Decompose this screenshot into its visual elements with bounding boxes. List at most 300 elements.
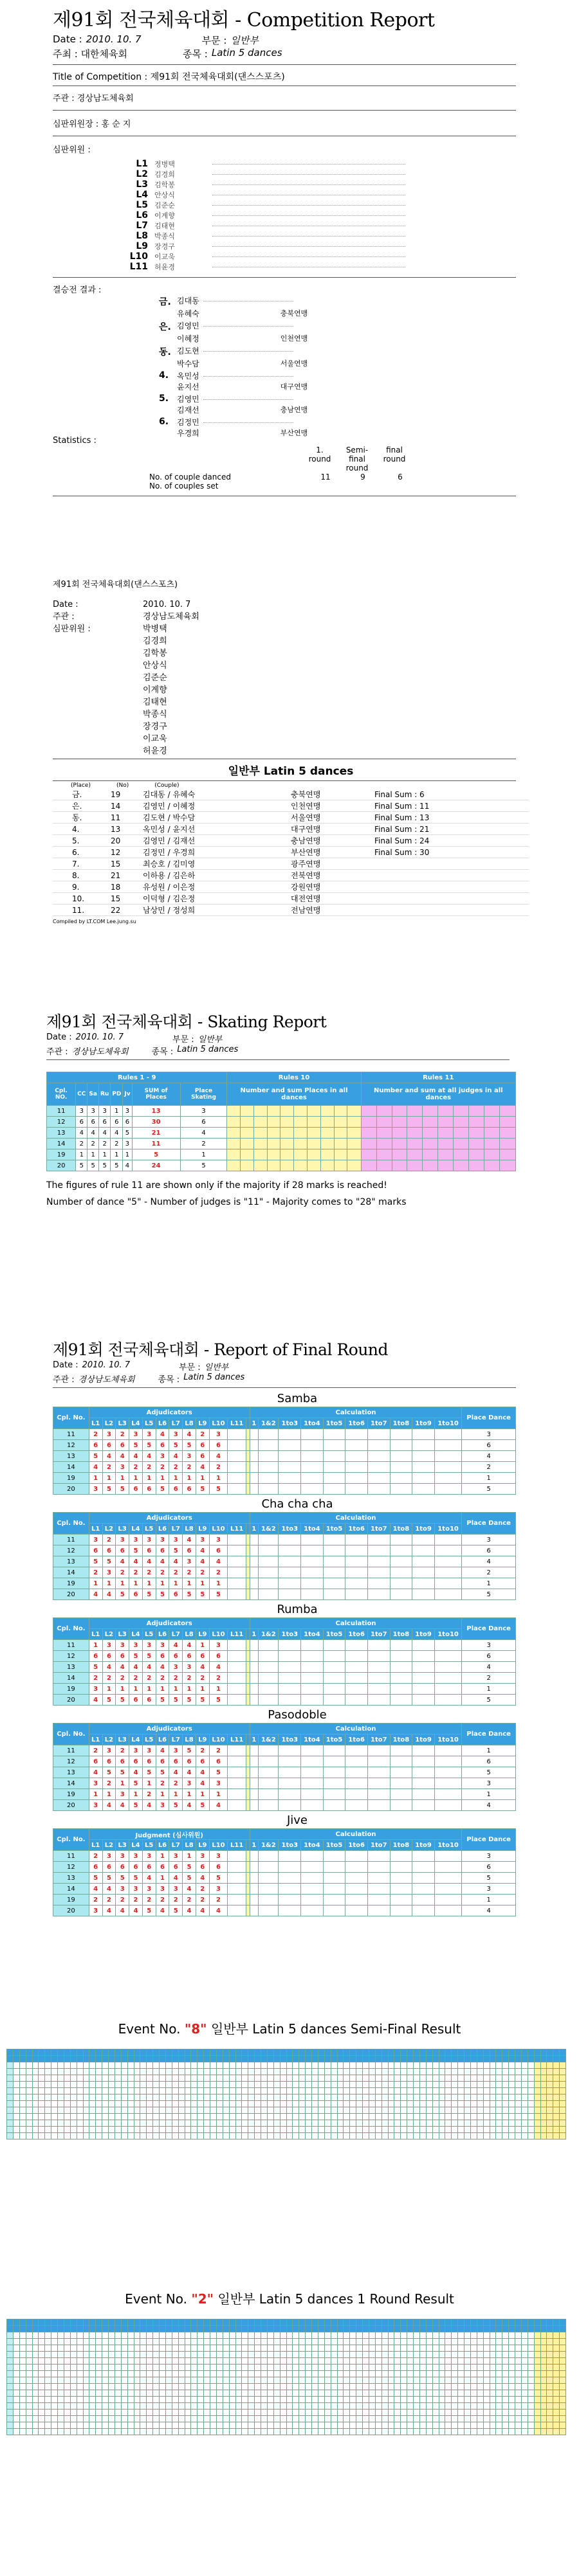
grid-cell <box>7 2319 14 2326</box>
grid-cell <box>375 2364 381 2371</box>
grid-cell <box>165 2358 172 2364</box>
judge-mark: 3 <box>169 1662 183 1673</box>
grid-cell <box>477 2345 483 2352</box>
grid-cell <box>261 2352 268 2358</box>
judge-mark <box>228 1535 246 1545</box>
grid-cell <box>77 2133 83 2139</box>
judge-name: 정병택 <box>154 160 175 168</box>
grid-cell <box>381 2062 388 2069</box>
grid-cell <box>13 2390 19 2397</box>
grid-cell <box>369 2377 375 2384</box>
grid-cell <box>293 2352 299 2358</box>
grid-cell <box>261 2082 268 2088</box>
grid-cell <box>248 2339 255 2345</box>
grid-cell <box>70 2107 77 2114</box>
adjudicator-col: L6 <box>156 1524 169 1535</box>
grid-cell <box>280 2416 286 2422</box>
grid-cell <box>560 2107 566 2114</box>
grid-cell <box>229 2403 235 2409</box>
grid-cell <box>248 2056 255 2062</box>
calc-cell <box>250 1905 259 1916</box>
rule-11-cell <box>361 1117 376 1128</box>
grid-cell <box>178 2062 185 2069</box>
judge-mark <box>228 1484 246 1495</box>
grid-cell <box>261 2358 268 2364</box>
grid-cell <box>210 2062 217 2069</box>
grid-cell <box>344 2364 350 2371</box>
judge-mark: 2 <box>183 1462 196 1473</box>
summary-region: 부산연맹 <box>291 848 321 857</box>
grid-cell <box>547 2403 553 2409</box>
grid-cell <box>439 2384 445 2390</box>
dance-place: 6 <box>462 1862 516 1873</box>
grid-cell <box>147 2371 153 2377</box>
grid-cell <box>483 2114 490 2120</box>
grid-cell <box>534 2384 540 2390</box>
grid-cell <box>356 2049 363 2056</box>
judge-mark: 6 <box>156 1651 169 1662</box>
judge-mark: 6 <box>169 1589 183 1600</box>
grid-cell <box>172 2319 178 2326</box>
grid-cell <box>115 2082 121 2088</box>
rule-11-cell <box>361 1106 376 1117</box>
grid-cell <box>363 2127 369 2133</box>
grid-cell <box>185 2339 191 2345</box>
grid-cell <box>401 2371 407 2377</box>
rule-11-cell <box>423 1160 438 1171</box>
grid-cell <box>153 2409 160 2416</box>
grid-cell <box>375 2127 381 2133</box>
grid-cell <box>83 2319 89 2326</box>
grid-cell <box>172 2075 178 2082</box>
grid-cell <box>445 2319 452 2326</box>
judge-row <box>117 262 529 272</box>
calc-cell <box>301 1789 324 1800</box>
grid-cell <box>388 2352 394 2358</box>
judge-mark: 1 <box>116 1578 129 1589</box>
grid-cell <box>45 2133 51 2139</box>
grid-cell <box>96 2056 102 2062</box>
grid-cell <box>261 2371 268 2377</box>
dance-row <box>53 1767 516 1778</box>
grid-cell <box>26 2352 32 2358</box>
grid-cell <box>147 2069 153 2075</box>
judge-mark: 1 <box>102 1789 116 1800</box>
grid-cell <box>134 2352 140 2358</box>
grid-cell <box>165 2332 172 2339</box>
grid-cell <box>375 2429 381 2435</box>
judge-mark: 4 <box>129 1767 143 1778</box>
grid-cell <box>26 2088 32 2094</box>
grid-cell <box>350 2371 356 2377</box>
summary-couple: 이덕형 / 김은정 <box>143 894 196 903</box>
grid-cell <box>134 2403 140 2409</box>
calc-cell <box>367 1440 390 1451</box>
grid-cell <box>210 2075 217 2082</box>
grid-cell <box>394 2056 401 2062</box>
grid-cell <box>375 2422 381 2429</box>
calc-cell <box>250 1473 259 1484</box>
calc-cell <box>367 1545 390 1556</box>
grid-cell <box>261 2088 268 2094</box>
grid-cell <box>369 2409 375 2416</box>
grid-cell <box>318 2326 324 2332</box>
grid-cell <box>242 2107 248 2114</box>
judge-mark: 1 <box>169 1789 183 1800</box>
couple-no: 14 <box>53 1567 89 1578</box>
grid-cell <box>255 2107 261 2114</box>
calc-cell <box>412 1440 435 1451</box>
grid-cell <box>419 2339 426 2345</box>
rule-10-cell <box>241 1139 254 1149</box>
grid-cell <box>426 2107 432 2114</box>
grid-cell <box>77 2056 83 2062</box>
grid-cell <box>452 2403 458 2409</box>
grid-cell <box>381 2133 388 2139</box>
summary-judge: 김준순 <box>143 673 167 683</box>
grid-cell <box>414 2319 420 2326</box>
grid-cell <box>147 2377 153 2384</box>
judge-mark: 4 <box>102 1800 116 1811</box>
grid-cell <box>280 2377 286 2384</box>
adjudicator-col: L7 <box>169 1418 183 1429</box>
dance-place: 4 <box>87 1128 99 1139</box>
grid-cell <box>89 2056 96 2062</box>
grid-cell <box>477 2088 483 2094</box>
grid-cell <box>293 2390 299 2397</box>
summary-report <box>53 577 529 924</box>
grid-cell <box>140 2377 147 2384</box>
grid-cell <box>356 2339 363 2345</box>
calc-cell <box>367 1473 390 1484</box>
grid-cell <box>483 2056 490 2062</box>
grid-cell <box>318 2069 324 2075</box>
grid-cell <box>458 2326 464 2332</box>
grid-cell <box>318 2345 324 2352</box>
grid-cell <box>490 2101 496 2107</box>
grid-cell <box>242 2339 248 2345</box>
grid-cell <box>547 2384 553 2390</box>
grid-cell <box>185 2120 191 2127</box>
judge-mark: 1 <box>209 1789 228 1800</box>
adjudicator-col: L5 <box>142 1629 156 1640</box>
grid-cell <box>496 2416 502 2422</box>
place-skating: 1 <box>180 1149 227 1160</box>
calc-cell <box>301 1451 324 1462</box>
summary-row <box>53 824 529 835</box>
calc-cell <box>259 1556 279 1567</box>
dance-place: 1 <box>462 1745 516 1756</box>
grid-cell <box>26 2133 32 2139</box>
grid-cell <box>407 2403 414 2409</box>
calc-cell <box>250 1884 259 1895</box>
summary-no: 12 <box>111 847 121 857</box>
grid-cell <box>242 2403 248 2409</box>
grid-cell <box>198 2332 204 2339</box>
grid-cell <box>426 2345 432 2352</box>
calc-col: 1to8 <box>390 1524 412 1535</box>
grid-cell <box>140 2332 147 2339</box>
grid-cell <box>286 2409 293 2416</box>
grid-cell <box>191 2133 198 2139</box>
judge-mark: 6 <box>129 1695 143 1706</box>
grid-cell <box>89 2371 96 2377</box>
grid-cell <box>267 2127 273 2133</box>
grid-cell <box>439 2114 445 2120</box>
grid-cell <box>490 2352 496 2358</box>
grid-cell <box>261 2409 268 2416</box>
grid-cell <box>178 2319 185 2326</box>
grid-cell <box>134 2082 140 2088</box>
grid-cell <box>528 2416 534 2422</box>
grid-cell <box>89 2397 96 2403</box>
result-line <box>159 381 529 392</box>
grid-cell <box>394 2377 401 2384</box>
dance-place: 6 <box>462 1651 516 1662</box>
grid-cell <box>286 2371 293 2377</box>
grid-cell <box>547 2345 553 2352</box>
grid-cell <box>388 2364 394 2371</box>
grid-cell <box>267 2101 273 2107</box>
grid-cell <box>324 2345 331 2352</box>
dance-place: 5 <box>87 1160 99 1171</box>
grid-cell <box>160 2326 166 2332</box>
calculation-header: Calculation <box>250 1829 462 1840</box>
grid-cell <box>419 2133 426 2139</box>
grid-cell <box>70 2403 77 2409</box>
grid-cell <box>439 2101 445 2107</box>
grid-cell <box>64 2120 70 2127</box>
rule-10-cell <box>227 1117 241 1128</box>
grid-cell <box>26 2056 32 2062</box>
judge-mark: 3 <box>116 1789 129 1800</box>
summary-couple: 김영민 / 이혜정 <box>143 802 196 811</box>
judge-mark: 6 <box>209 1440 228 1451</box>
grid-cell <box>439 2120 445 2127</box>
grid-cell <box>198 2377 204 2384</box>
grid-cell <box>293 2127 299 2133</box>
grid-cell <box>331 2345 337 2352</box>
grid-cell <box>210 2352 217 2358</box>
grid-cell <box>64 2049 70 2056</box>
grid-cell <box>39 2127 45 2133</box>
grid-row <box>7 2403 566 2409</box>
grid-cell <box>419 2075 426 2082</box>
grid-cell <box>32 2416 39 2422</box>
grid-cell <box>280 2409 286 2416</box>
grid-cell <box>64 2332 70 2339</box>
grid-cell <box>375 2326 381 2332</box>
grid-cell <box>388 2049 394 2056</box>
grid-cell <box>470 2062 477 2069</box>
grid-cell <box>432 2397 439 2403</box>
dance-place: 3 <box>462 1429 516 1440</box>
grid-cell <box>70 2390 77 2397</box>
grid-cell <box>375 2416 381 2422</box>
grid-cell <box>502 2049 509 2056</box>
grid-cell <box>515 2390 522 2397</box>
grid-cell <box>496 2049 502 2056</box>
grid-cell <box>299 2326 306 2332</box>
grid-cell <box>502 2319 509 2326</box>
grid-cell <box>331 2371 337 2377</box>
result-place: 4. <box>159 370 169 381</box>
grid-cell <box>426 2371 432 2377</box>
calc-cell <box>301 1695 324 1706</box>
grid-cell <box>414 2075 420 2082</box>
grid-cell <box>381 2397 388 2403</box>
grid-cell <box>324 2101 331 2107</box>
grid-cell <box>7 2390 14 2397</box>
grid-cell <box>553 2326 560 2332</box>
grid-cell <box>172 2429 178 2435</box>
result-place: 6. <box>159 417 169 427</box>
grid-cell <box>267 2114 273 2120</box>
grid-cell <box>337 2416 344 2422</box>
grid-cell <box>306 2049 312 2056</box>
grid-cell <box>299 2127 306 2133</box>
grid-cell <box>147 2332 153 2339</box>
dance-place: 6 <box>462 1440 516 1451</box>
summary-place: 10. <box>72 894 85 903</box>
grid-cell <box>26 2345 32 2352</box>
grid-cell <box>19 2082 26 2088</box>
grid-cell <box>51 2403 58 2409</box>
grid-cell <box>273 2422 280 2429</box>
grid-cell <box>388 2088 394 2094</box>
grid-cell <box>13 2326 19 2332</box>
grid-cell <box>502 2120 509 2127</box>
grid-cell <box>363 2326 369 2332</box>
rule-10-cell <box>267 1106 280 1117</box>
grid-cell <box>496 2088 502 2094</box>
grid-cell <box>140 2069 147 2075</box>
grid-cell <box>337 2107 344 2114</box>
rule-10-cell <box>253 1139 267 1149</box>
grid-cell <box>509 2088 515 2094</box>
grid-cell <box>102 2101 109 2107</box>
grid-cell <box>210 2120 217 2127</box>
grid-cell <box>32 2345 39 2352</box>
grid-cell <box>172 2332 178 2339</box>
adjudicator-col: L6 <box>156 1418 169 1429</box>
calc-cell <box>345 1662 368 1673</box>
calc-cell <box>345 1756 368 1767</box>
grid-cell <box>115 2107 121 2114</box>
judge-mark: 1 <box>142 1473 156 1484</box>
adjudicator-col: L4 <box>129 1840 143 1851</box>
grid-cell <box>509 2384 515 2390</box>
judge-name: 김학봉 <box>154 181 175 189</box>
grid-cell <box>509 2429 515 2435</box>
grid-cell <box>160 2319 166 2326</box>
grid-cell <box>528 2390 534 2397</box>
first-round-grid <box>6 2319 573 2435</box>
judge-mark: 5 <box>129 1778 143 1789</box>
judge-mark: 2 <box>129 1895 143 1905</box>
grid-cell <box>547 2377 553 2384</box>
grid-cell <box>306 2403 312 2409</box>
grid-cell <box>83 2107 89 2114</box>
adjudicator-col: L2 <box>102 1524 116 1535</box>
grid-cell <box>560 2056 566 2062</box>
grid-cell <box>235 2056 242 2062</box>
grid-cell <box>185 2088 191 2094</box>
grid-cell <box>356 2114 363 2120</box>
grid-cell <box>172 2345 178 2352</box>
grid-cell <box>337 2062 344 2069</box>
dance-place: 4 <box>111 1128 123 1139</box>
grid-cell <box>115 2416 121 2422</box>
dance-place: 3 <box>98 1106 110 1117</box>
grid-cell <box>172 2397 178 2403</box>
calc-cell <box>345 1640 368 1651</box>
calc-cell <box>250 1462 259 1473</box>
grid-cell <box>381 2384 388 2390</box>
competition-report <box>53 4 529 496</box>
calc-col: 1&2 <box>259 1524 279 1535</box>
grid-cell <box>363 2319 369 2326</box>
grid-cell <box>458 2384 464 2390</box>
grid-cell <box>509 2371 515 2377</box>
grid-cell <box>293 2409 299 2416</box>
grid-cell <box>178 2332 185 2339</box>
grid-cell <box>356 2088 363 2094</box>
grid-cell <box>426 2114 432 2120</box>
grid-cell <box>375 2397 381 2403</box>
spacer <box>159 404 173 415</box>
grid-cell <box>553 2069 560 2075</box>
grid-cell <box>394 2075 401 2082</box>
grid-cell <box>553 2377 560 2384</box>
grid-cell <box>528 2069 534 2075</box>
grid-cell <box>344 2422 350 2429</box>
grid-cell <box>204 2133 210 2139</box>
grid-cell <box>13 2339 19 2345</box>
grid-cell <box>324 2056 331 2062</box>
grid-cell <box>273 2133 280 2139</box>
grid-cell <box>350 2133 356 2139</box>
grid-cell <box>490 2326 496 2332</box>
grid-cell <box>375 2088 381 2094</box>
judge-mark: 4 <box>129 1556 143 1567</box>
dance-table <box>53 1723 516 1811</box>
summary-couple: 이하용 / 김은하 <box>143 871 196 880</box>
dance-row <box>53 1778 516 1789</box>
grid-cell <box>458 2332 464 2339</box>
grid-cell <box>89 2358 96 2364</box>
grid-cell <box>255 2075 261 2082</box>
grid-cell <box>458 2422 464 2429</box>
grid-cell <box>19 2332 26 2339</box>
couple-no: 20 <box>47 1160 76 1171</box>
judge-mark: 3 <box>156 1535 169 1545</box>
grid-cell <box>419 2082 426 2088</box>
grid-cell <box>19 2339 26 2345</box>
grid-cell <box>318 2056 324 2062</box>
judge-mark: 3 <box>116 1535 129 1545</box>
judge-mark: 5 <box>209 1767 228 1778</box>
grid-cell <box>216 2352 223 2358</box>
grid-cell <box>293 2107 299 2114</box>
grid-cell <box>77 2390 83 2397</box>
grid-cell <box>280 2062 286 2069</box>
judge-mark <box>228 1556 246 1567</box>
grid-cell <box>261 2326 268 2332</box>
calc-cell <box>367 1789 390 1800</box>
grid-cell <box>172 2409 178 2416</box>
grid-cell <box>165 2049 172 2056</box>
